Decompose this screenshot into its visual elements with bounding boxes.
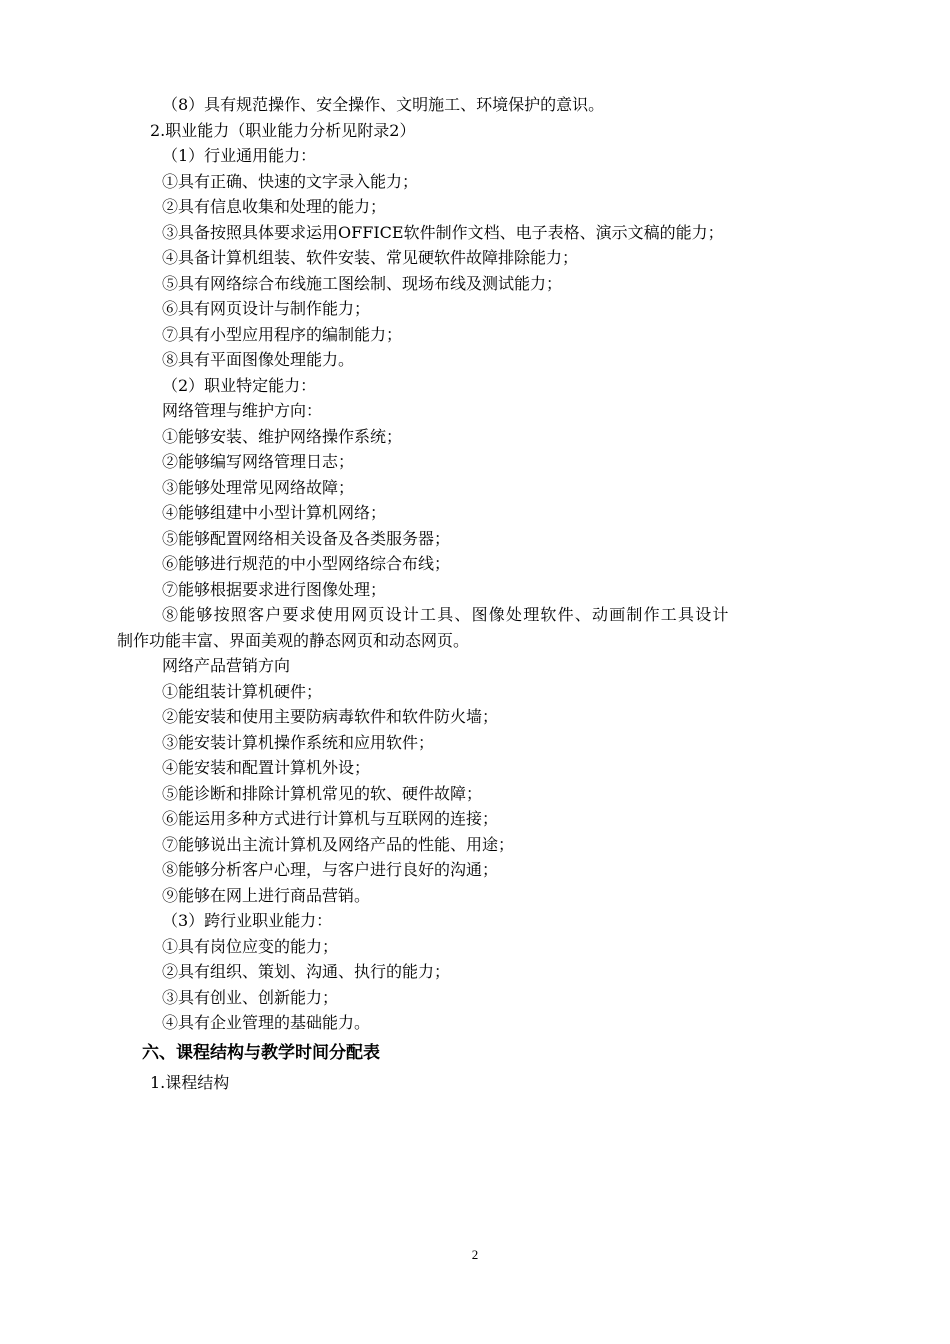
text-line: ③能够处理常见网络故障； [162,477,355,497]
text-line: （2）职业特定能力： [162,375,317,395]
text-line: ⑧具有平面图像处理能力。 [162,350,355,369]
text-line: ⑨能够在网上进行商品营销。 [162,885,371,905]
text-line: ⑦能够说出主流计算机及网络产品的性能、用途； [162,834,515,854]
text-line: ②具有信息收集和处理的能力； [162,197,387,216]
text-line: ⑤具有网络综合布线施工图绘制、现场布线及测试能力； [162,273,563,293]
text-line: ⑥能够进行规范的中小型网络综合布线； [162,554,451,573]
text-line: 2.职业能力（职业能力分析见附录2） [150,120,416,140]
text-line: ①能组装计算机硬件； [162,681,323,701]
text-line: ①具有岗位应变的能力； [162,936,339,956]
text-line: （1）行业通用能力： [162,146,317,165]
text-line: ③具有创业、创新能力； [162,987,339,1007]
text-line: ⑥能运用多种方式进行计算机与互联网的连接； [162,809,499,828]
text-line: ④具备计算机组装、软件安装、常见硬软件故障排除能力； [162,248,579,267]
text-line: ③能安装计算机操作系统和应用软件； [162,732,435,752]
text-line: ⑧能够按照客户要求使用网页设计工具、图像处理软件、动画制作工具设计 [162,605,730,624]
section-heading: 六、课程结构与教学时间分配表 [142,1042,380,1063]
body-text [0,92,950,1098]
text-line: ④能安装和配置计算机外设； [162,758,371,777]
page-number: 2 [471,1247,479,1262]
text-line: ⑦具有小型应用程序的编制能力； [162,324,403,344]
subsection-title: 1.课程结构 [150,1072,230,1092]
text-line: ⑤能够配置网络相关设备及各类服务器； [162,528,451,548]
text-line: ②能够编写网络管理日志； [162,452,355,471]
text-line: （8）具有规范操作、安全操作、文明施工、环境保护的意识。 [162,95,605,114]
text-line: 网络产品营销方向 [162,656,291,675]
text-line: ⑦能够根据要求进行图像处理； [162,579,387,599]
text-line: ⑧能够分析客户心理，与客户进行良好的沟通； [162,860,499,879]
text-line: ①具有正确、快速的文字录入能力； [162,171,419,191]
text-line: 制作功能丰富、界面美观的静态网页和动态网页。 [117,630,470,650]
text-line: ①能够安装、维护网络操作系统； [162,426,403,446]
text-line: ②具有组织、策划、沟通、执行的能力； [162,962,451,981]
text-line: ④具有企业管理的基础能力。 [162,1013,371,1032]
text-line: （3）跨行业职业能力： [162,911,333,930]
text-line: ④能够组建中小型计算机网络； [162,503,387,522]
text-line: ②能安装和使用主要防病毒软件和软件防火墙； [162,707,499,726]
text-line: ⑥具有网页设计与制作能力； [162,299,371,318]
text-line: 网络管理与维护方向： [162,401,323,420]
text-line: ⑤能诊断和排除计算机常见的软、硬件故障； [162,783,483,803]
text-line: ③具备按照具体要求运用OFFICE软件制作文档、电子表格、演示文稿的能力； [162,222,724,242]
